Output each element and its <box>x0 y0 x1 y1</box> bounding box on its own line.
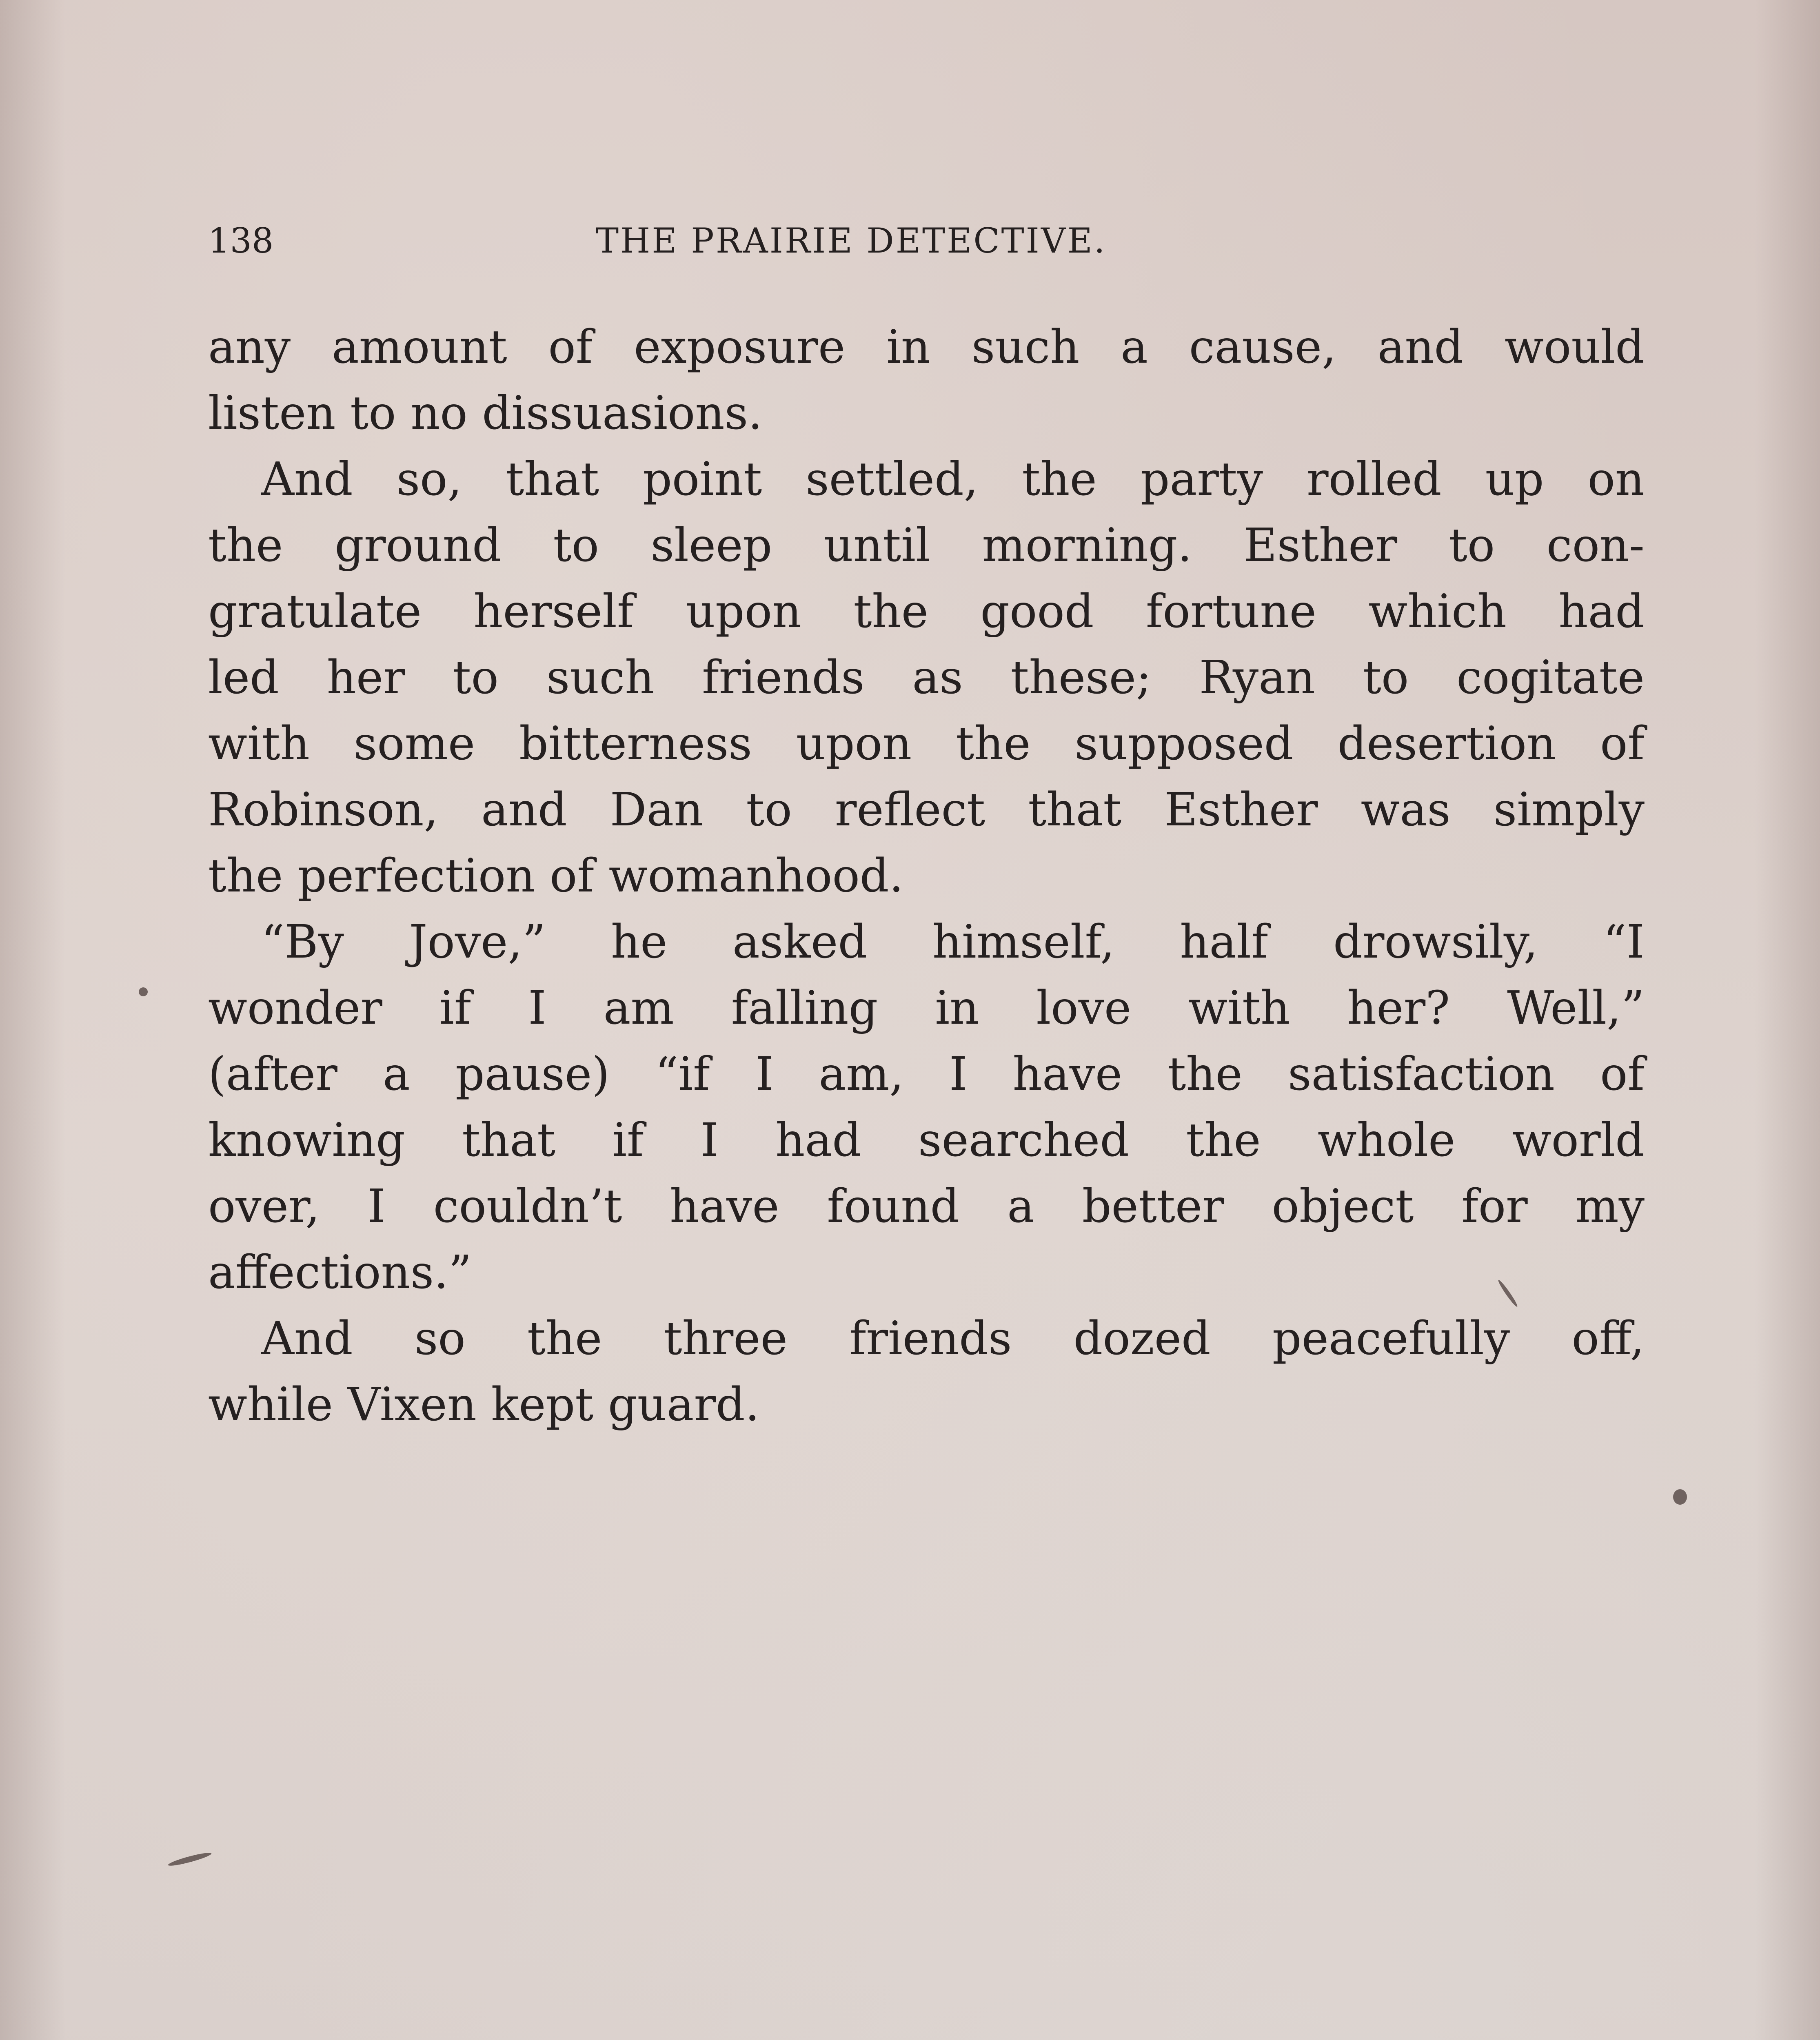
text-line: wonder if I am falling in love with her? Well,” <box>208 982 1645 1035</box>
text-line: Robinson, and Dan to reflect that Esther was simply <box>208 783 1645 836</box>
text-line: (after a pause) “if I am, I have the satisfaction of <box>208 1048 1645 1101</box>
text-line: listen to no dissuasions. <box>208 387 763 440</box>
text-line: any amount of exposure in such a cause, and would <box>208 321 1645 374</box>
body-text <box>208 314 1645 1438</box>
text-line: led her to such friends as these; Ryan to cogitate <box>208 651 1645 704</box>
text-line: with some bitterness upon the supposed desertion of <box>208 717 1645 770</box>
page-shadow-right <box>1755 0 1820 2040</box>
text-line: gratulate herself upon the good fortune which had <box>208 585 1645 638</box>
text-line: knowing that if I had searched the whole world <box>208 1114 1645 1167</box>
text-line: over, I couldn’t have found a better object for my <box>208 1180 1645 1233</box>
text-line: while Vixen kept guard. <box>208 1378 760 1431</box>
text-line: “By Jove,” he asked himself, half drowsily, “I <box>261 916 1645 969</box>
text-line: And so, that point settled, the party rolled up on <box>261 453 1645 506</box>
paper-speck <box>167 1851 212 1868</box>
running-head <box>208 216 1653 265</box>
page-number: 138 <box>208 221 274 261</box>
running-title: THE PRAIRIE DETECTIVE. <box>596 221 1107 261</box>
text-line: affections.” <box>208 1246 472 1299</box>
page-shadow-left <box>0 0 65 2040</box>
paper-speck <box>139 987 148 996</box>
paper-speck <box>1673 1489 1687 1505</box>
text-line: And so the three friends dozed peacefully off, <box>261 1312 1645 1365</box>
text-line: the perfection of womanhood. <box>208 849 904 902</box>
text-line: the ground to sleep until morning. Esther to con- <box>208 519 1645 572</box>
